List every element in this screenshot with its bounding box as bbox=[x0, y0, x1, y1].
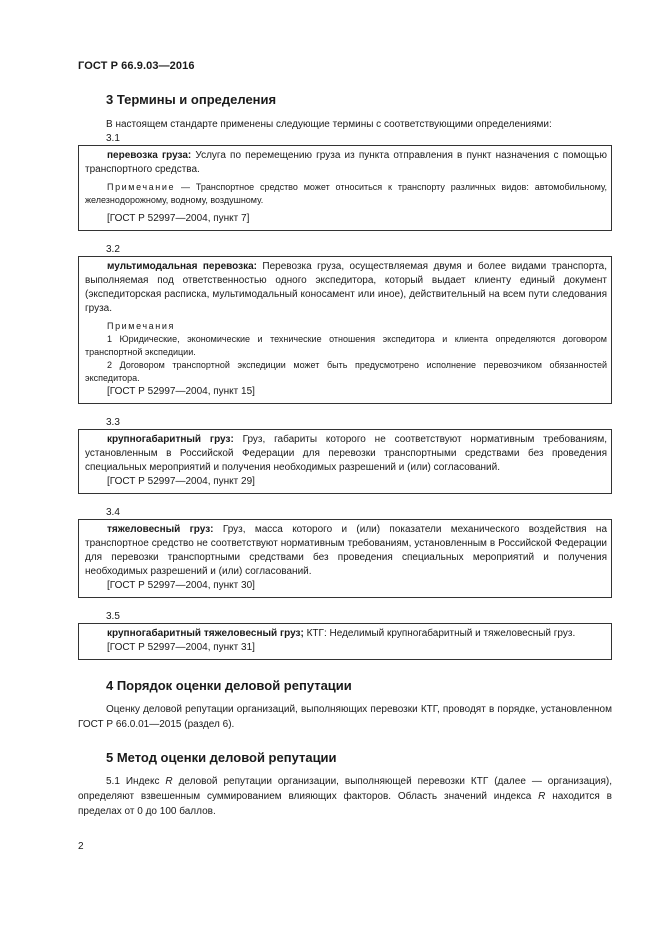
section-4-title: 4 Порядок оценки деловой репутации bbox=[106, 678, 352, 693]
term-box-3-2 bbox=[78, 256, 612, 404]
page-content bbox=[78, 92, 612, 819]
section-3-intro: В настоящем стандарте применены следующие термины с соответствующими определениями: bbox=[106, 119, 552, 130]
term-box-3-1 bbox=[78, 145, 612, 231]
term-box-3-5 bbox=[78, 623, 612, 660]
note-item: 2 Договором транспортной экспедиции может быть предусмотрено исполнение перевозчиком обязанностей экспедитора. bbox=[85, 360, 607, 383]
term-number: 3.3 bbox=[106, 417, 120, 428]
section-5-text-b: деловой репутации организации, выполняющей перевозки КТГ (далее — организация), определяют взвешенным суммированием влияющих факторов. Область значений индекса bbox=[78, 776, 612, 802]
definition-text: Груз, габариты которого не соответствуют нормативным требованиям, установленным в Российской Федерации для перевозки транспортными средствами без проведения специальных мероприятий и получения необходимых разрешений и (или) согласований. bbox=[85, 434, 608, 473]
term-word: крупногабаритный тяжеловесный груз; bbox=[107, 628, 304, 639]
term-source: [ГОСТ Р 52997—2004, пункт 7] bbox=[107, 213, 250, 224]
definition-text: Перевозка груза, осуществляемая двумя и более видами транспорта, выполняемая под ответственностью одного экспедитора, который выдает клиенту единый документ (экспедиторская расписка, мультимодальный коносамент или иное), действительный на всем пути следования груза. bbox=[85, 261, 608, 314]
index-symbol: R bbox=[538, 791, 546, 802]
definition-text: Услуга по перемещению груза из пункта отправления в пункт назначения с помощью транспортного средства. bbox=[85, 150, 607, 175]
note-label: Примечание bbox=[107, 182, 176, 192]
section-5-text-c: находится в пределах от 0 до 100 баллов. bbox=[78, 791, 612, 817]
term-word: крупногабаритный груз: bbox=[107, 434, 234, 445]
note-text: — Транспортное средство может относиться к транспорту различных видов: автомобильному, железнодорожному, водному, воздушному. bbox=[85, 182, 607, 205]
term-definition bbox=[85, 627, 607, 641]
index-symbol: R bbox=[165, 776, 173, 787]
term-word: тяжеловесный груз: bbox=[107, 524, 214, 535]
section-5-title: 5 Метод оценки деловой репутации bbox=[106, 750, 337, 765]
note-item: 1 Юридические, экономические и технические отношения экспедитора и клиента определяются договором транспортной экспедиции. bbox=[85, 334, 607, 357]
term-word: мультимодальная перевозка: bbox=[107, 261, 257, 272]
term-definition bbox=[85, 260, 607, 316]
term-number: 3.5 bbox=[106, 611, 120, 622]
term-definition bbox=[85, 523, 607, 579]
definition-text: Груз, масса которого и (или) показатели механического воздействия на транспортное средство не соответствуют нормативным требованиям, установленным в Российской Федерации для перевозки транспортными средствами без проведения специальных мероприятий и получения необходимых разрешений и (или) согласований. bbox=[85, 524, 608, 577]
term-source: [ГОСТ Р 52997—2004, пункт 31] bbox=[107, 642, 255, 653]
section-3-title: 3 Термины и определения bbox=[106, 92, 277, 107]
term-source: [ГОСТ Р 52997—2004, пункт 30] bbox=[107, 580, 255, 591]
term-note bbox=[85, 181, 607, 207]
term-definition bbox=[85, 149, 607, 177]
term-number: 3.4 bbox=[106, 507, 120, 518]
page-number: 2 bbox=[78, 841, 84, 852]
term-box-3-3 bbox=[78, 429, 612, 494]
term-word: перевозка груза: bbox=[107, 150, 192, 161]
section-4-text: Оценку деловой репутации организаций, выполняющих перевозки КТГ, проводят в порядке, установленном ГОСТ Р 66.0.01—2015 (раздел 6). bbox=[78, 704, 612, 730]
section-5-text-a: 5.1 Индекс bbox=[106, 776, 166, 787]
document-header: ГОСТ Р 66.9.03—2016 bbox=[78, 60, 195, 72]
term-definition bbox=[85, 433, 607, 475]
definition-text: КТГ: Неделимый крупногабаритный и тяжеловесный груз. bbox=[306, 628, 576, 639]
term-number: 3.1 bbox=[106, 133, 120, 144]
term-source: [ГОСТ Р 52997—2004, пункт 15] bbox=[107, 386, 255, 397]
section-5-paragraph bbox=[78, 774, 612, 819]
term-box-3-4 bbox=[78, 519, 612, 598]
term-number: 3.2 bbox=[106, 244, 120, 255]
term-source: [ГОСТ Р 52997—2004, пункт 29] bbox=[107, 476, 255, 487]
notes-label: Примечания bbox=[107, 321, 175, 331]
